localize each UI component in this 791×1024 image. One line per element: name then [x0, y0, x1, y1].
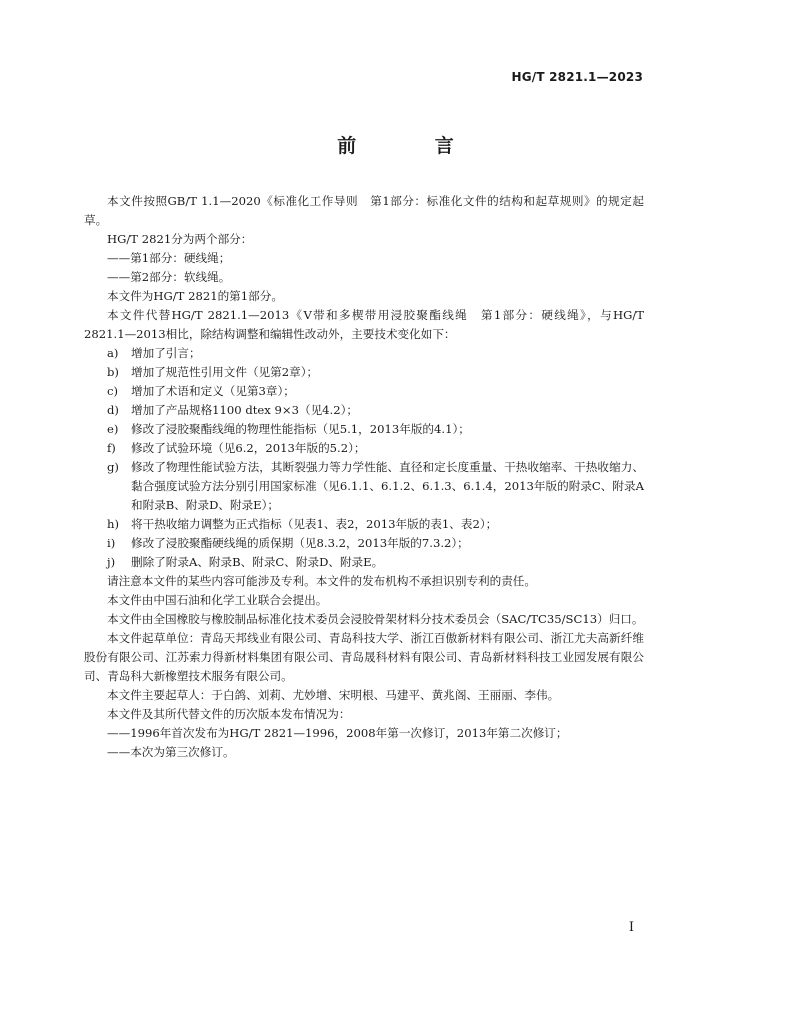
part-item: ——第1部分：硬线绳； — [107, 251, 231, 265]
page-title: 前 言 — [337, 135, 490, 157]
change-item — [84, 515, 644, 534]
change-item — [84, 363, 644, 382]
change-marker: c) — [107, 384, 119, 398]
change-text: 增加了术语和定义（见第3章）； — [131, 384, 295, 398]
history-item: ——本次为第三次修订。 — [107, 745, 235, 759]
patent-notice: 请注意本文件的某些内容可能涉及专利。本文件的发布机构不承担识别专利的责任。 — [107, 574, 536, 588]
change-text: 修改了浸胶聚酯硬线绳的质保期（见8.3.2，2013年版的7.3.2）； — [131, 536, 469, 550]
history-intro: 本文件及其所代替文件的历次版本发布情况为： — [107, 707, 351, 721]
history-item: ——1996年首次发布为HG/T 2821—1996，2008年第一次修订，2013年第二次修订； — [107, 726, 568, 740]
change-text: 将干热收缩力调整为正式指标（见表1、表2，2013年版的表1、表2）； — [131, 517, 498, 531]
change-text: 修改了物理性能试验方法，其断裂强力等力学性能、直径和定长度重量、干热收缩率、干热收缩力、黏合强度试验方法分别引用国家标准（见6.1.1、6.1.2、6.1.3、6.1.4，2013年版的附录C、附录A和附录B、附录D、附录E）； — [131, 460, 644, 512]
drafters: 本文件主要起草人：于白鸽、刘莉、尤妙增、宋明根、马建平、黄兆阁、王丽丽、李伟。 — [107, 688, 560, 702]
change-item — [84, 458, 644, 515]
change-text: 修改了浸胶聚酯线绳的物理性能指标（见5.1，2013年版的4.1）； — [131, 422, 470, 436]
change-marker: a) — [107, 346, 119, 360]
change-item — [84, 553, 644, 572]
intro-paragraph: 本文件按照GB/T 1.1—2020《标准化工作导则 第1部分：标准化文件的结构和起草规则》的规定起草。 — [84, 194, 644, 227]
change-marker: g) — [107, 460, 119, 474]
standard-code: HG/T 2821.1—2023 — [511, 70, 643, 84]
change-marker: j) — [107, 555, 116, 569]
proposer-statement: 本文件由中国石油和化学工业联合会提出。 — [107, 593, 328, 607]
change-text: 删除了附录A、附录B、附录C、附录D、附录E。 — [131, 555, 384, 569]
change-marker: h) — [107, 517, 119, 531]
intro-paragraph: HG/T 2821分为两个部分： — [107, 232, 253, 246]
change-item — [84, 382, 644, 401]
change-item — [84, 344, 644, 363]
replacement-paragraph: 本文件代替HG/T 2821.1—2013《V带和多楔带用浸胶聚酯线绳 第1部分：硬线绳》，与HG/T 2821.1—2013相比，除结构调整和编辑性改动外，主要技术变化如下： — [84, 308, 644, 341]
committee-statement: 本文件由全国橡胶与橡胶制品标准化技术委员会浸胶骨架材料分技术委员会（SAC/TC35/SC13）归口。 — [107, 612, 644, 626]
change-marker: i) — [107, 536, 116, 550]
change-marker: d) — [107, 403, 119, 417]
page-number: I — [628, 920, 634, 935]
change-text: 增加了规范性引用文件（见第2章）； — [131, 365, 319, 379]
change-marker: f) — [107, 441, 116, 455]
change-item — [84, 534, 644, 553]
drafting-units: 本文件起草单位：青岛天邦线业有限公司、青岛科技大学、浙江百傲新材料有限公司、浙江尤夫高新纤维股份有限公司、江苏索力得新材料集团有限公司、青岛晟科材料有限公司、青岛新材料科技工业园发展有限公司、青岛科大新橡塑技术服务有限公司。 — [84, 631, 644, 683]
part-statement: 本文件为HG/T 2821的第1部分。 — [107, 289, 283, 303]
change-item — [84, 420, 644, 439]
change-text: 修改了试验环境（见6.2，2013年版的5.2）； — [131, 441, 366, 455]
change-marker: e) — [107, 422, 119, 436]
foreword-body — [84, 192, 644, 762]
change-text: 增加了产品规格1100 dtex 9×3（见4.2）； — [131, 403, 358, 417]
change-item — [84, 439, 644, 458]
part-item: ——第2部分：软线绳。 — [107, 270, 231, 284]
change-marker: b) — [107, 365, 119, 379]
change-item — [84, 401, 644, 420]
change-text: 增加了引言； — [131, 346, 201, 360]
